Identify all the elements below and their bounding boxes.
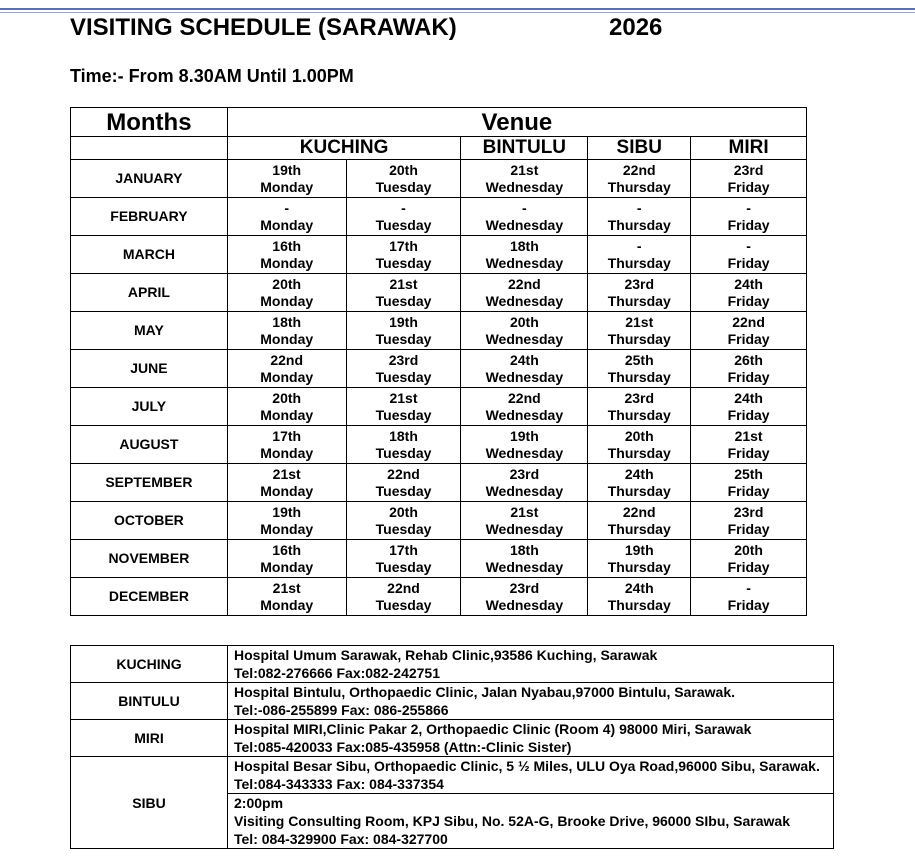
- weekday-text: Thursday: [607, 254, 671, 271]
- date-text: 21st: [734, 427, 763, 444]
- date-text: 18th: [509, 541, 539, 558]
- schedule-row-march: [71, 236, 807, 274]
- weekday-text: Tuesday: [375, 444, 432, 461]
- date-text: 19th: [624, 541, 654, 558]
- weekday-text: Tuesday: [375, 292, 432, 309]
- schedule-cell: [588, 198, 691, 236]
- schedule-cell: [691, 198, 807, 236]
- date-text: 22nd: [622, 161, 656, 178]
- date-text: -: [746, 579, 751, 596]
- schedule-cell: [227, 312, 346, 350]
- weekday-text: Wednesday: [485, 406, 564, 423]
- date-text: 22nd: [508, 389, 541, 406]
- address-line: Hospital MIRI,Clinic Pakar 2, Orthopaedic Clinic (Room 4) 98000 Miri, Sarawak: [234, 721, 752, 737]
- month-cell: JANUARY: [71, 160, 228, 198]
- date-text: 20th: [734, 541, 763, 558]
- weekday-text: Thursday: [607, 482, 671, 499]
- schedule-cell: [461, 274, 588, 312]
- venue-header: Venue: [227, 108, 806, 137]
- schedule-cell: [588, 464, 691, 502]
- month-cell: NOVEMBER: [71, 540, 228, 578]
- schedule-cell: [346, 312, 461, 350]
- weekday-text: Wednesday: [485, 292, 564, 309]
- schedule-cell: [346, 502, 461, 540]
- address-info-kuching: [228, 646, 834, 683]
- date-text: 18th: [389, 427, 418, 444]
- date-text: 19th: [509, 427, 539, 444]
- date-text: 22nd: [508, 275, 541, 292]
- contact-line: Tel:-086-255899 Fax: 086-255866: [234, 702, 449, 718]
- weekday-text: Monday: [260, 330, 314, 347]
- month-cell: FEBRUARY: [71, 198, 228, 236]
- date-text: 23rd: [624, 275, 655, 292]
- weekday-text: Friday: [727, 406, 770, 423]
- schedule-cell: [461, 312, 588, 350]
- date-text: -: [746, 199, 751, 216]
- date-text: 26th: [734, 351, 763, 368]
- schedule-cell: [227, 388, 346, 426]
- schedule-cell: [691, 274, 807, 312]
- weekday-text: Wednesday: [485, 558, 564, 575]
- date-text: 23rd: [624, 389, 655, 406]
- venue-kuching: KUCHING: [227, 137, 461, 160]
- schedule-body: [71, 160, 807, 616]
- schedule-cell: [588, 350, 691, 388]
- date-text: 21st: [272, 465, 301, 482]
- schedule-year: 2026: [609, 14, 663, 41]
- contact-line: Tel:085-420033 Fax:085-435958 (Attn:-Clinic Sister): [234, 739, 572, 755]
- address-info-bintulu: [228, 683, 834, 720]
- schedule-cell: [461, 578, 588, 616]
- schedule-cell: [227, 426, 346, 464]
- schedule-cell: [461, 388, 588, 426]
- schedule-cell: [588, 312, 691, 350]
- month-cell: MAY: [71, 312, 228, 350]
- weekday-text: Thursday: [607, 178, 671, 195]
- date-text: 24th: [509, 351, 539, 368]
- schedule-row-may: [71, 312, 807, 350]
- month-cell: JUNE: [71, 350, 228, 388]
- weekday-text: Wednesday: [485, 444, 564, 461]
- weekday-text: Tuesday: [375, 406, 432, 423]
- schedule-cell: [691, 578, 807, 616]
- weekday-text: Monday: [260, 368, 314, 385]
- weekday-text: Friday: [727, 368, 770, 385]
- date-text: 20th: [272, 275, 302, 292]
- schedule-row-october: [71, 502, 807, 540]
- weekday-text: Monday: [260, 482, 314, 499]
- schedule-cell: [691, 388, 807, 426]
- date-text: 21st: [625, 313, 654, 330]
- weekday-text: Thursday: [607, 406, 671, 423]
- address-info-miri: [228, 720, 834, 757]
- header-rule: [0, 8, 915, 10]
- contact-line: Tel: 084-329900 Fax: 084-327700: [234, 831, 448, 847]
- address-table: [70, 645, 834, 849]
- weekday-text: Monday: [260, 520, 314, 537]
- month-cell: JULY: [71, 388, 228, 426]
- date-text: 22nd: [387, 579, 420, 596]
- weekday-text: Friday: [727, 330, 770, 347]
- weekday-text: Monday: [260, 444, 314, 461]
- date-text: 22nd: [622, 503, 656, 520]
- date-text: 23rd: [733, 503, 764, 520]
- weekday-text: Tuesday: [375, 482, 432, 499]
- schedule-cell: [461, 198, 588, 236]
- weekday-text: Tuesday: [375, 520, 432, 537]
- weekday-text: Friday: [727, 178, 770, 195]
- schedule-row-august: [71, 426, 807, 464]
- weekday-text: Thursday: [607, 444, 671, 461]
- schedule-cell: [227, 274, 346, 312]
- month-cell: APRIL: [71, 274, 228, 312]
- weekday-text: Tuesday: [375, 254, 432, 271]
- schedule-cell: [227, 236, 346, 274]
- month-cell: OCTOBER: [71, 502, 228, 540]
- schedule-row-july: [71, 388, 807, 426]
- schedule-cell: [691, 464, 807, 502]
- visiting-time: Time:- From 8.30AM Until 1.00PM: [70, 66, 354, 86]
- weekday-text: Friday: [727, 596, 770, 613]
- date-text: 16th: [272, 541, 302, 558]
- weekday-text: Thursday: [607, 558, 671, 575]
- schedule-cell: [691, 502, 807, 540]
- date-text: 18th: [509, 237, 539, 254]
- weekday-text: Tuesday: [375, 368, 432, 385]
- date-text: 24th: [734, 275, 763, 292]
- weekday-text: Wednesday: [485, 216, 564, 233]
- address-info-sibu-kpj: [228, 794, 834, 849]
- schedule-row-april: [71, 274, 807, 312]
- address-line: Hospital Umum Sarawak, Rehab Clinic,93586 Kuching, Sarawak: [234, 647, 658, 663]
- date-text: -: [284, 199, 290, 216]
- schedule-cell: [346, 426, 461, 464]
- address-info-sibu-hospital: [228, 757, 834, 794]
- date-text: 24th: [624, 465, 654, 482]
- schedule-cell: [461, 350, 588, 388]
- contact-line: Tel:082-276666 Fax:082-242751: [234, 665, 441, 681]
- weekday-text: Wednesday: [485, 330, 564, 347]
- venue-miri: MIRI: [691, 137, 807, 160]
- date-text: -: [636, 199, 642, 216]
- address-label-miri: MIRI: [71, 720, 228, 757]
- schedule-cell: [691, 160, 807, 198]
- address-label-bintulu: BINTULU: [71, 683, 228, 720]
- schedule-cell: [691, 312, 807, 350]
- date-text: -: [746, 237, 751, 254]
- address-label-sibu: SIBU: [71, 757, 228, 849]
- date-text: 25th: [734, 465, 763, 482]
- date-text: 21st: [389, 389, 418, 406]
- schedule-cell: [227, 160, 346, 198]
- date-text: 19th: [272, 161, 302, 178]
- schedule-cell: [346, 236, 461, 274]
- weekday-text: Wednesday: [485, 254, 564, 271]
- month-cell: MARCH: [71, 236, 228, 274]
- schedule-cell: [461, 540, 588, 578]
- schedule-cell: [588, 426, 691, 464]
- weekday-text: Tuesday: [375, 178, 432, 195]
- date-text: 21st: [272, 579, 301, 596]
- date-text: 17th: [389, 541, 418, 558]
- weekday-text: Monday: [260, 596, 314, 613]
- date-text: 21st: [510, 503, 539, 520]
- time-line: 2:00pm: [234, 795, 284, 811]
- schedule-row-september: [71, 464, 807, 502]
- schedule-cell: [461, 464, 588, 502]
- address-line: Visiting Consulting Room, KPJ Sibu, No. 52A-G, Brooke Drive, 96000 SIbu, Sarawak: [234, 813, 790, 829]
- schedule-cell: [227, 502, 346, 540]
- weekday-text: Friday: [727, 520, 770, 537]
- schedule-cell: [227, 540, 346, 578]
- address-row-kuching: [71, 646, 834, 683]
- date-text: 24th: [734, 389, 763, 406]
- schedule-row-december: [71, 578, 807, 616]
- schedule-cell: [691, 540, 807, 578]
- schedule-cell: [588, 578, 691, 616]
- date-text: 17th: [389, 237, 418, 254]
- month-cell: DECEMBER: [71, 578, 228, 616]
- address-row-bintulu: [71, 683, 834, 720]
- date-text: 20th: [272, 389, 302, 406]
- date-text: -: [522, 199, 527, 216]
- schedule-row-november: [71, 540, 807, 578]
- date-text: 17th: [272, 427, 302, 444]
- weekday-text: Friday: [727, 444, 770, 461]
- schedule-row-february: [71, 198, 807, 236]
- venue-bintulu: BINTULU: [461, 137, 588, 160]
- schedule-cell: [346, 388, 461, 426]
- schedule-cell: [691, 236, 807, 274]
- date-text: 23rd: [733, 161, 764, 178]
- address-line: Hospital Bintulu, Orthopaedic Clinic, Jalan Nyabau,97000 Bintulu, Sarawak.: [234, 684, 736, 700]
- date-text: 24th: [624, 579, 654, 596]
- date-text: 21st: [389, 275, 418, 292]
- weekday-text: Tuesday: [375, 596, 432, 613]
- date-text: 19th: [389, 313, 418, 330]
- weekday-text: Wednesday: [485, 596, 564, 613]
- date-text: 20th: [389, 161, 418, 178]
- weekday-text: Friday: [727, 292, 770, 309]
- venue-names-row: [71, 137, 807, 160]
- schedule-cell: [346, 160, 461, 198]
- date-text: 21st: [510, 161, 539, 178]
- month-cell: SEPTEMBER: [71, 464, 228, 502]
- months-header: Months: [71, 108, 228, 137]
- date-text: 16th: [272, 237, 302, 254]
- contact-line: Tel:084-343333 Fax: 084-337354: [234, 776, 444, 792]
- schedule-cell: [588, 502, 691, 540]
- weekday-text: Friday: [727, 216, 770, 233]
- date-text: 23rd: [388, 351, 419, 368]
- schedule-cell: [461, 502, 588, 540]
- weekday-text: Monday: [260, 558, 314, 575]
- address-row-miri: [71, 720, 834, 757]
- weekday-text: Tuesday: [375, 330, 432, 347]
- schedule-cell: [227, 198, 346, 236]
- weekday-text: Monday: [260, 406, 314, 423]
- date-text: -: [401, 199, 406, 216]
- date-text: 22nd: [387, 465, 420, 482]
- schedule-cell: [346, 198, 461, 236]
- address-row-sibu-a: [71, 757, 834, 794]
- weekday-text: Wednesday: [485, 178, 564, 195]
- schedule-cell: [691, 426, 807, 464]
- venue-sibu: SIBU: [588, 137, 691, 160]
- date-text: 20th: [389, 503, 418, 520]
- date-text: 25th: [624, 351, 654, 368]
- weekday-text: Wednesday: [485, 368, 564, 385]
- schedule-cell: [461, 426, 588, 464]
- schedule-cell: [346, 350, 461, 388]
- schedule-cell: [227, 464, 346, 502]
- schedule-cell: [346, 464, 461, 502]
- address-label-kuching: KUCHING: [71, 646, 228, 683]
- month-cell: AUGUST: [71, 426, 228, 464]
- weekday-text: Monday: [260, 254, 314, 271]
- schedule-cell: [461, 236, 588, 274]
- weekday-text: Tuesday: [375, 216, 432, 233]
- weekday-text: Thursday: [607, 292, 671, 309]
- schedule-cell: [346, 274, 461, 312]
- date-text: 19th: [272, 503, 302, 520]
- schedule-cell: [227, 578, 346, 616]
- schedule-cell: [346, 540, 461, 578]
- date-text: 22nd: [270, 351, 304, 368]
- weekday-text: Monday: [260, 216, 314, 233]
- date-text: -: [636, 237, 642, 254]
- blank-cell: [71, 137, 228, 160]
- date-text: 22nd: [732, 313, 765, 330]
- weekday-text: Thursday: [607, 596, 671, 613]
- page-title: VISITING SCHEDULE (SARAWAK): [70, 14, 457, 41]
- schedule-cell: [588, 274, 691, 312]
- schedule-cell: [227, 350, 346, 388]
- weekday-text: Thursday: [607, 520, 671, 537]
- weekday-text: Wednesday: [485, 482, 564, 499]
- schedule-header-row: [71, 108, 807, 137]
- schedule-cell: [588, 540, 691, 578]
- weekday-text: Tuesday: [375, 558, 432, 575]
- weekday-text: Friday: [727, 558, 770, 575]
- weekday-text: Wednesday: [485, 520, 564, 537]
- schedule-cell: [691, 350, 807, 388]
- header-rule-thin: [0, 12, 915, 13]
- date-text: 20th: [509, 313, 539, 330]
- schedule-cell: [346, 578, 461, 616]
- schedule-row-january: [71, 160, 807, 198]
- date-text: 23rd: [509, 465, 540, 482]
- weekday-text: Friday: [727, 254, 770, 271]
- schedule-cell: [588, 160, 691, 198]
- weekday-text: Monday: [260, 178, 314, 195]
- date-text: 18th: [272, 313, 302, 330]
- date-text: 20th: [624, 427, 654, 444]
- schedule-cell: [461, 160, 588, 198]
- schedule-cell: [588, 236, 691, 274]
- address-line: Hospital Besar Sibu, Orthopaedic Clinic, 5 ½ Miles, ULU Oya Road,96000 Sibu, Sarawak.: [234, 758, 820, 774]
- weekday-text: Friday: [727, 482, 770, 499]
- weekday-text: Thursday: [607, 216, 671, 233]
- weekday-text: Monday: [260, 292, 314, 309]
- schedule-row-june: [71, 350, 807, 388]
- weekday-text: Thursday: [607, 368, 671, 385]
- date-text: 23rd: [509, 579, 540, 596]
- schedule-table: [70, 107, 807, 616]
- weekday-text: Thursday: [607, 330, 671, 347]
- schedule-cell: [588, 388, 691, 426]
